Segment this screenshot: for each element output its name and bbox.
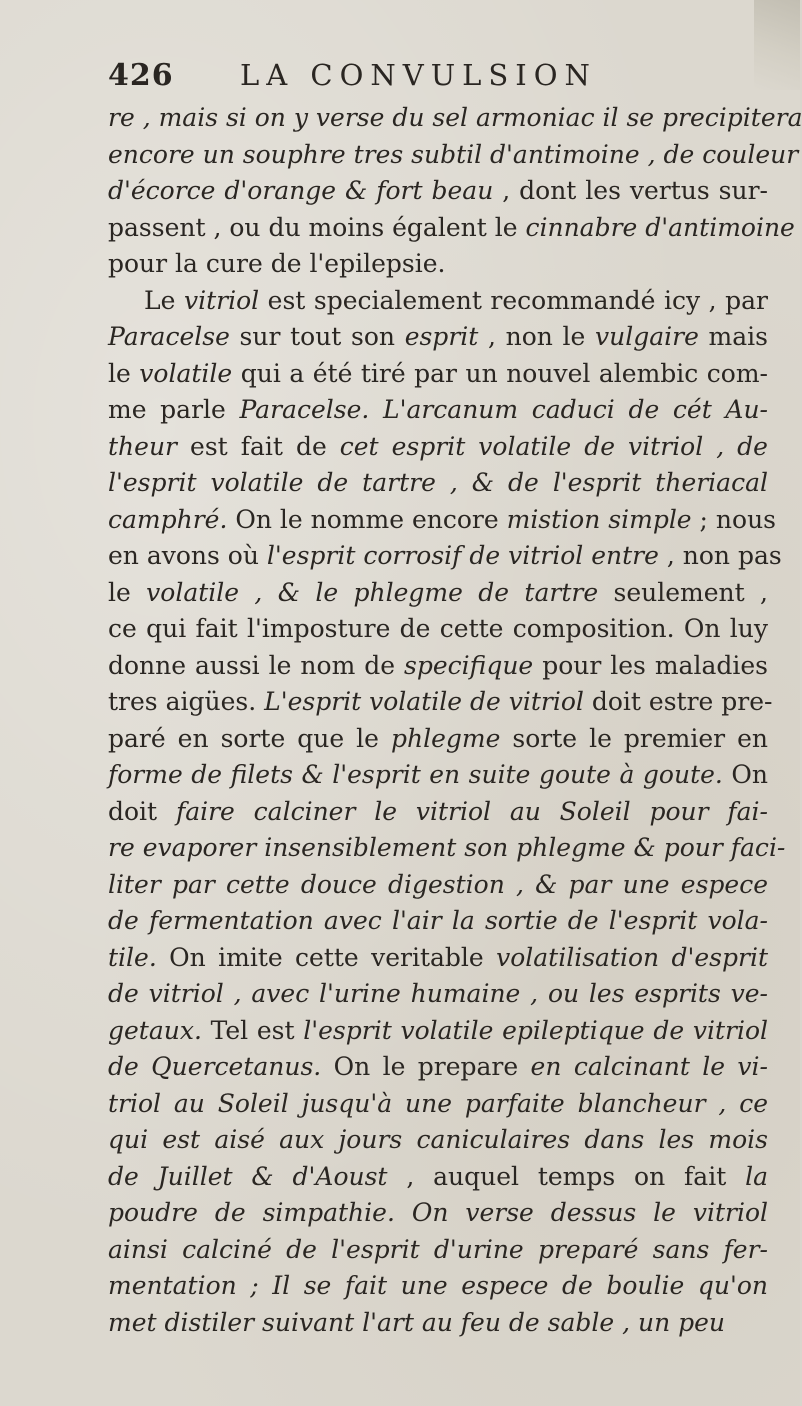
- italic-text: l'esprit corrosif de vitriol entre: [266, 541, 659, 570]
- text-line: [108, 1232, 768, 1269]
- italic-text: volatilisation d'esprit: [496, 942, 769, 972]
- roman-text: qui a été tiré par un nouvel alembic com-: [232, 358, 768, 388]
- text-line: [108, 940, 768, 977]
- italic-text: de fermentation avec l'air la sortie de l'esprit vola-: [108, 906, 768, 935]
- italic-text: la: [745, 1161, 768, 1191]
- italic-text: forme de filets & l'esprit en suite goute à goute.: [108, 760, 723, 789]
- running-title: LA CONVULSION: [240, 58, 597, 92]
- text-line: [108, 903, 768, 940]
- italic-text: phlegme: [390, 723, 501, 753]
- italic-text: re evaporer insensiblement son phlegme & pour faci-: [108, 833, 786, 862]
- roman-text: passent , ou du moins égalent le: [108, 212, 526, 242]
- italic-text: vulgaire: [595, 322, 699, 351]
- italic-text: de vitriol , avec l'urine humaine , ou les esprits ve-: [108, 979, 768, 1008]
- text-line: [108, 794, 768, 831]
- roman-text: sorte le premier en: [500, 723, 768, 753]
- roman-text: , non pas: [658, 541, 782, 570]
- italic-text: tile.: [108, 942, 157, 972]
- text-line: [108, 575, 768, 612]
- italic-text: de Quercetanus.: [108, 1052, 322, 1081]
- roman-text: le: [108, 358, 140, 388]
- italic-text: cinnabre d'antimoine: [525, 212, 795, 242]
- text-line: [108, 684, 773, 721]
- roman-text: le: [108, 577, 147, 607]
- roman-text: On imite cette veritable: [156, 942, 497, 972]
- text-line: [108, 1195, 768, 1232]
- text-line: [108, 465, 768, 502]
- italic-text: encore un souphre tres subtil d'antimoine , de couleur: [108, 139, 799, 169]
- text-line: [108, 283, 768, 320]
- text-line: [108, 1049, 768, 1086]
- roman-text: sur tout son: [229, 322, 405, 351]
- roman-text: me parle: [108, 395, 240, 424]
- text-line: [108, 137, 799, 174]
- roman-text: pour la cure de l'epilepsie.: [108, 249, 446, 278]
- text-line: [108, 611, 768, 648]
- italic-text: liter par cette douce digestion , & par une espece: [108, 869, 768, 899]
- page-number: 426: [108, 58, 174, 93]
- page-corner-shadow: [754, 0, 800, 90]
- italic-text: specifique: [404, 650, 534, 680]
- italic-text: triol au Soleil jusqu'à une parfaite blancheur , ce: [108, 1088, 768, 1118]
- text-line: [108, 356, 768, 393]
- text-line: [108, 1305, 768, 1342]
- italic-text: ainsi calciné de l'esprit d'urine preparé sans fer-: [108, 1234, 768, 1264]
- page-header: [108, 58, 760, 94]
- text-line: [108, 1086, 768, 1123]
- text-line: [108, 1122, 768, 1159]
- roman-text: Tel est: [201, 1015, 304, 1045]
- text-line: [108, 429, 768, 466]
- roman-text: tres aigües.: [108, 687, 265, 716]
- text-line: [108, 502, 777, 539]
- text-line: [108, 830, 786, 867]
- roman-text: doit estre pre-: [583, 687, 773, 716]
- text-line: [108, 210, 795, 247]
- italic-text: Paracelse: [108, 322, 230, 351]
- italic-text: cet esprit volatile de vitriol , de: [339, 431, 768, 461]
- text-line: [108, 867, 768, 904]
- italic-text: esprit: [404, 322, 479, 351]
- roman-text: , auquel temps on fait: [387, 1161, 746, 1191]
- roman-text: paré en sorte que le: [108, 723, 391, 753]
- body-text: [108, 100, 802, 1341]
- roman-text: , non le: [478, 322, 595, 351]
- italic-text: qui est aisé aux jours caniculaires dans les mois: [108, 1125, 768, 1154]
- text-line: [108, 1268, 768, 1305]
- roman-text: On: [722, 760, 768, 789]
- italic-text: re , mais si on y verse du sel armoniac il se precipitera: [108, 103, 802, 132]
- italic-text: l'esprit volatile de tartre , & de l'esprit theriacal: [108, 468, 768, 497]
- roman-text: ; nous: [691, 504, 777, 534]
- italic-text: d'écorce d'orange & fort beau: [108, 176, 494, 205]
- italic-text: getaux.: [108, 1015, 202, 1045]
- italic-text: mistion simple: [506, 504, 692, 534]
- text-line: [108, 757, 768, 794]
- roman-text: est fait de: [177, 431, 340, 461]
- roman-text: On le prepare: [321, 1052, 531, 1081]
- text-line: [108, 648, 768, 685]
- italic-text: mentation ; Il se fait une espece de boulie qu'on: [108, 1271, 768, 1300]
- text-line: [108, 976, 768, 1013]
- italic-text: volatile: [139, 358, 233, 388]
- italic-text: l'esprit volatile epileptique de vitriol: [303, 1015, 768, 1045]
- text-line: [108, 721, 768, 758]
- italic-text: met distiler suivant l'art au feu de sable , un peu: [108, 1307, 726, 1337]
- roman-text: mais: [698, 322, 768, 351]
- roman-text: pour les maladies: [533, 650, 768, 680]
- roman-text: Le: [144, 285, 184, 315]
- text-line: [108, 173, 768, 210]
- text-line: [108, 1013, 768, 1050]
- roman-text: , dont les vertus sur-: [493, 176, 768, 205]
- italic-text: camphré.: [108, 504, 228, 534]
- text-line: [108, 319, 768, 356]
- roman-text: On le nomme encore: [227, 504, 507, 534]
- roman-text: donne aussi le nom de: [108, 650, 405, 680]
- text-line: [108, 1159, 768, 1196]
- italic-text: en calcinant le vi-: [530, 1052, 768, 1081]
- italic-text: theur: [108, 431, 177, 461]
- italic-text: de Juillet & d'Aoust: [108, 1161, 388, 1191]
- roman-text: doit: [108, 796, 176, 826]
- roman-text: seulement ,: [598, 577, 768, 607]
- italic-text: Paracelse. L'arcanum caduci de cét Au-: [239, 395, 769, 424]
- text-line: [108, 100, 802, 137]
- roman-text: en avons où: [108, 541, 267, 570]
- text-line: [108, 392, 768, 429]
- italic-text: vitriol: [183, 285, 260, 315]
- text-line: [108, 246, 517, 283]
- text-line: [108, 538, 782, 575]
- roman-text: ce qui fait l'imposture de cette composition. On luy: [108, 614, 768, 643]
- italic-text: poudre de simpathie. On verse dessus le vitriol: [108, 1198, 768, 1227]
- roman-text: est specialement recommandé icy , par: [259, 285, 769, 315]
- italic-text: volatile , & le phlegme de tartre: [146, 577, 599, 607]
- italic-text: faire calciner le vitriol au Soleil pour fai-: [175, 796, 768, 826]
- italic-text: L'esprit volatile de vitriol: [264, 687, 584, 716]
